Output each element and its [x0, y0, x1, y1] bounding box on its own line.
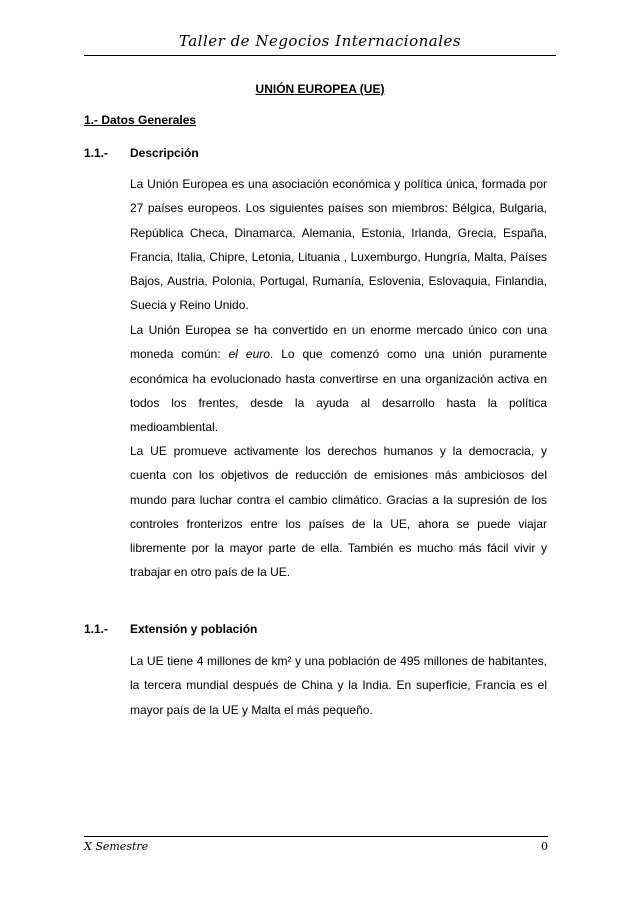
- page-number: 0: [541, 840, 548, 853]
- paragraph-descripcion-3: La UE promueve activamente los derechos humanos y la democracia, y cuenta con los objetivos de reducción de emisiones más ambiciosos del mundo para luchar contra el cambio climático. Gracias a la supresión de los controles fronterizos entre los países de la UE, ahora se puede viajar libremente por la mayor parte de ella. También es mucho más fácil vivir y trabajar en otro país de la UE.: [130, 444, 547, 580]
- document-title: UNIÓN EUROPEA (UE): [255, 82, 385, 96]
- subsection-heading-descripcion: [84, 146, 564, 160]
- footer-rule: [84, 836, 548, 837]
- subsection-title: Descripción: [130, 146, 199, 160]
- subsection-number: 1.1.-: [84, 622, 109, 636]
- footer-semester: X Semestre: [84, 840, 149, 853]
- paragraph-text: La Unión Europea se ha convertido en un enorme mercado único con una moneda común:: [130, 323, 547, 362]
- header-rule: [84, 55, 556, 56]
- subsection-title: Extensión y población: [130, 622, 258, 636]
- paragraph-descripcion-2: [130, 318, 547, 439]
- paragraph-text: . Lo que comenzó como una unión puramente económica ha evolucionado hasta convertirse en una organización activa en todos los frentes, desde la ayuda al desarrollo hasta la política medioambiental.: [130, 347, 548, 435]
- subsection-number: 1.1.-: [84, 146, 109, 160]
- paragraph-descripcion-1: La Unión Europea es una asociación económica y política única, formada por 27 países europeos. Los siguientes países son miembros: Bélgica, Bulgaria, República Checa, Dinamarca, Alemania, Estonia, Irlanda, Grecia, España, Francia, Italia, Chipre, Letonia, Lituania , Luxemburgo, Hungría, Malta, Países Bajos, Austria, Polonia, Portugal, Rumanía, Eslovenia, Eslovaquia, Finlandia, Suecia y Reino Unido.: [130, 177, 547, 313]
- section-heading-datos-generales: 1.- Datos Generales: [84, 113, 197, 127]
- paragraph-extension-1: La UE tiene 4 millones de km² y una población de 495 millones de habitantes, la tercera mundial después de China y la India. En superficie, Francia es el mayor país de la UE y Malta el más pequeño.: [130, 654, 547, 717]
- emphasis-euro: el euro: [228, 347, 270, 362]
- subsection-heading-extension: [84, 622, 564, 636]
- running-header: Taller de Negocios Internacionales: [178, 32, 462, 50]
